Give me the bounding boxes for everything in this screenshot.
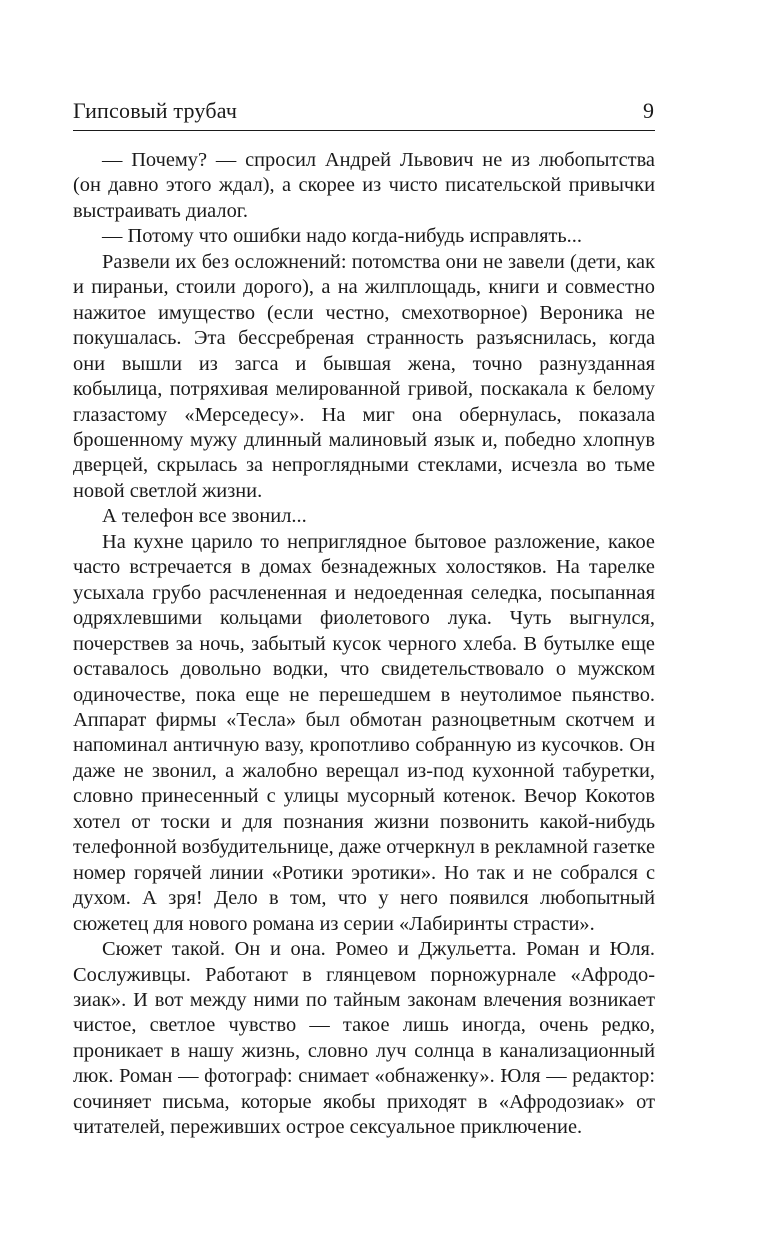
paragraph: А телефон все звонил... xyxy=(102,505,307,528)
page-number: 9 xyxy=(643,98,654,123)
book-title: Гипсовый трубач xyxy=(73,98,238,123)
paragraph: Сюжет такой. Он и она. Ромео и Джульетта. Роман и Юля. Сослуживцы. Работают в глянцевом порножурнале «Афродозиак». И вот между ними по тайным законам влечения возникает чистое, светлое чувство — такое лишь иногда, очень редко, проникает в нашу жизнь, словно луч солнца в канализационный люк. Роман — фотограф: снимает «обнаженку». Юля — редактор: сочиняет письма, которые якобы приходят в «Афродозиак» от читателей, переживших острое сексуальное приключение. xyxy=(73,938,655,1139)
page-body-text xyxy=(73,148,655,1141)
paragraph: Развели их без осложнений: потомства они не завели (дети, как и пираньи, стоили дорого), а на жилплощадь, книги и совместно нажитое имущество (если честно, смехотворное) Вероника не покушалась. Эта бессребреная странность разъяснилась, когда они вышли из загса и бывшая жена, точно разнузданная кобылица, потряхивая мелированной гривой, поскакала к белому глазастому «Мерседесу». На миг она обернулась, показала брошенному мужу длинный малиновый язык и, победно хлопнув дверцей, скрылась за непроглядными стеклами, исчезла во тьме новой светлой жизни. xyxy=(73,250,655,502)
paragraph: На кухне царило то неприглядное бытовое разложение, какое часто встречается в домах безнадежных холостяков. На тарелке усыхала грубо расчлененная и недоеденная селедка, посыпанная одряхлевшими кольцами фиолетового лука. Чуть выгнулся, почерствев за ночь, забытый кусок черного хлеба. В бутылке еще оставалось довольно водки, что свидетельствовало о мужском одиночестве, пока еще не перешедшем в неутолимое пьянство. Аппарат фирмы «Тесла» был обмотан разноцветным скотчем и напоминал античную вазу, кропотливо собранную из кусочков. Он даже не звонил, а жалобно верещал из-под кухонной табуретки, словно принесенный с улицы мусорный котенок. Вечор Кокотов хотел от тоски и для познания жизни позвонить какой-нибудь телефонной возбудительнице, даже отчеркнул в рекламной газетке номер горячей линии «Ротики эротики». Но так и не собрался с духом. А зря! Дело в том, что у него появился любопытный сюжетец для нового романа из серии «Лабиринты страсти». xyxy=(73,530,655,935)
paragraph: — Потому что ошибки надо когда-нибудь исправлять... xyxy=(102,225,582,248)
paragraph: — Почему? — спросил Андрей Львович не из любопытства (он давно этого ждал), а скорее из чисто писательской привычки выстраивать диалог. xyxy=(73,149,655,222)
running-header xyxy=(73,98,655,131)
